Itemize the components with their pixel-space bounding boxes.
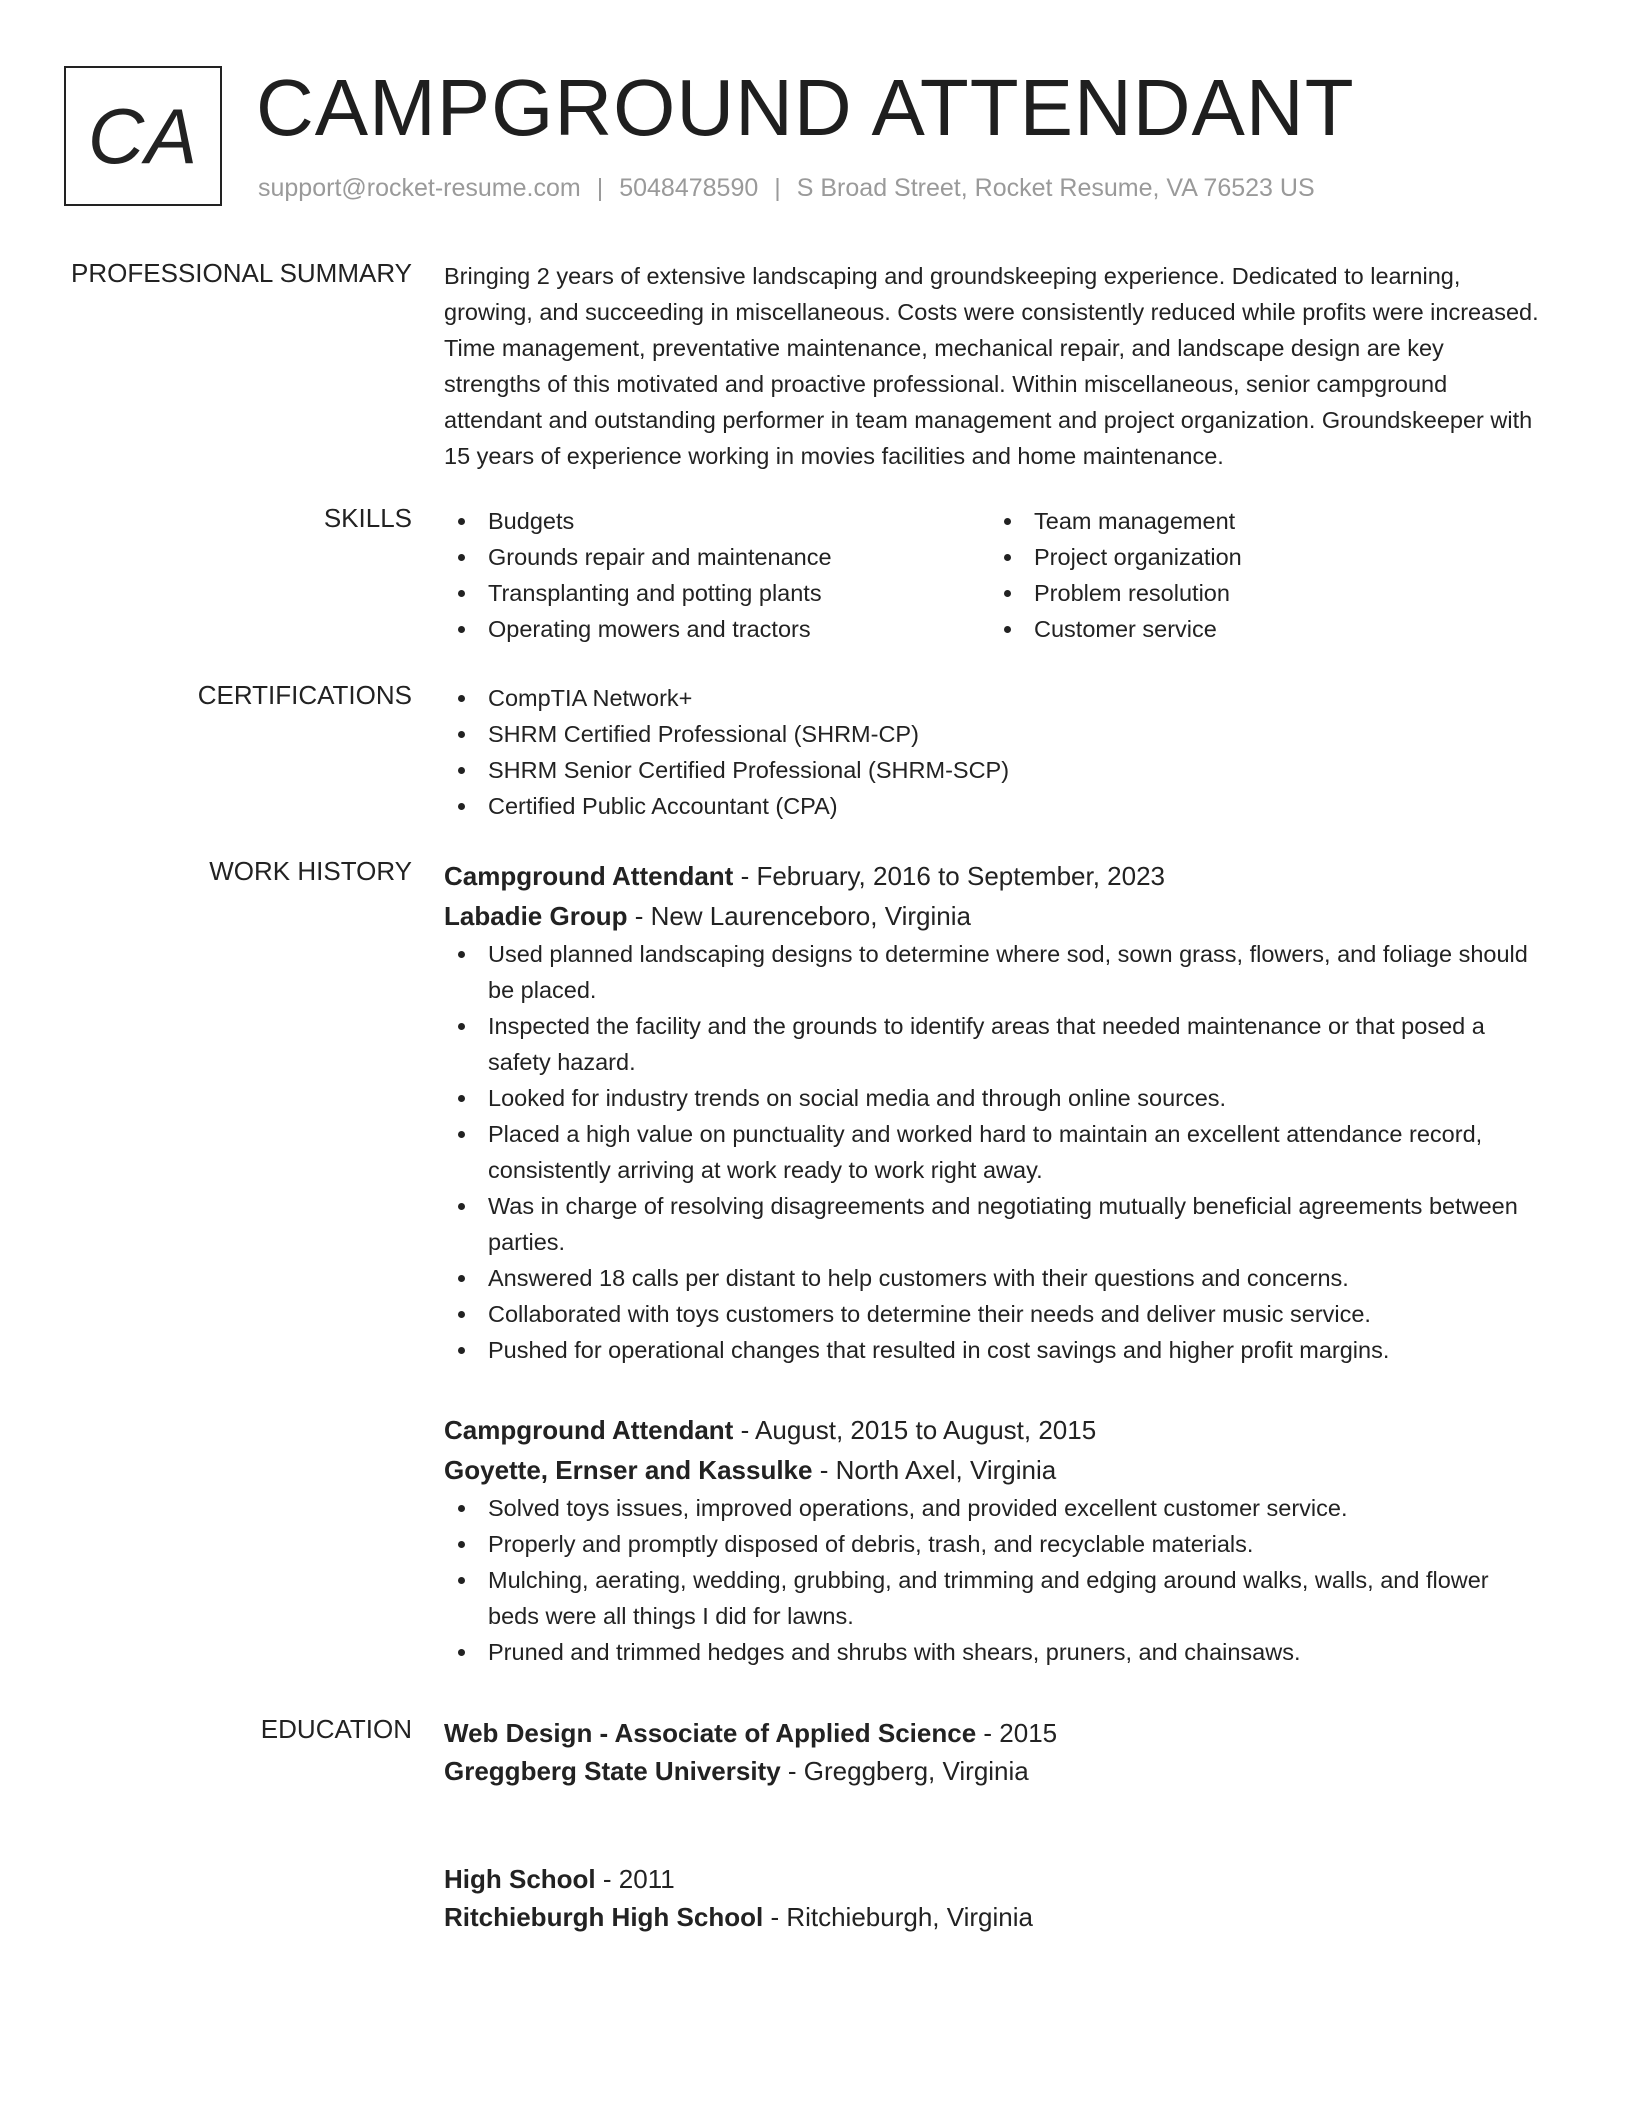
job-bullet: Used planned landscaping designs to determine where sod, sown grass, flowers, and foliage should be placed.	[444, 936, 1544, 1008]
contact-email[interactable]: support@rocket-resume.com	[258, 174, 581, 202]
certification-item: CompTIA Network+	[444, 680, 1544, 716]
job-bullet: Looked for industry trends on social media and through online sources.	[444, 1080, 1544, 1116]
contact-separator: |	[774, 174, 781, 202]
education-school: Greggberg State University	[444, 1756, 781, 1786]
job-bullet: Collaborated with toys customers to determine their needs and deliver music service.	[444, 1296, 1544, 1332]
job-title: Campground Attendant	[444, 1415, 734, 1445]
certification-item: SHRM Certified Professional (SHRM-CP)	[444, 716, 1544, 752]
job-dates: - February, 2016 to September, 2023	[733, 861, 1166, 891]
skills-list-right	[990, 503, 1536, 647]
job-entry	[444, 856, 1544, 1368]
job-bullet: Inspected the facility and the grounds to identify areas that needed maintenance or that posed a safety hazard.	[444, 1008, 1544, 1080]
education-year: - 2015	[976, 1718, 1058, 1748]
section-heading-certifications: CERTIFICATIONS	[197, 680, 412, 710]
job-bullets	[444, 936, 1544, 1368]
certification-item: Certified Public Accountant (CPA)	[444, 788, 1544, 824]
job-title: Campground Attendant	[444, 861, 734, 891]
job-bullet: Placed a high value on punctuality and worked hard to maintain an excellent attendance record, consistently arriving at work ready to work right away.	[444, 1116, 1544, 1188]
certifications-list	[444, 680, 1544, 824]
education-school: Ritchieburgh High School	[444, 1902, 764, 1932]
job-bullet: Was in charge of resolving disagreements and negotiating mutually beneficial agreements between parties.	[444, 1188, 1544, 1260]
education-year: - 2011	[595, 1864, 675, 1894]
job-bullet: Pruned and trimmed hedges and shrubs with shears, pruners, and chainsaws.	[444, 1634, 1544, 1670]
education-location: - Greggberg, Virginia	[780, 1756, 1029, 1786]
summary-text: Bringing 2 years of extensive landscaping and groundskeeping experience. Dedicated to learning, growing, and succeeding in miscellaneous. Costs were consistently reduced while profits were increased. Time management, preventative maintenance, mechanical repair, and landscape design are key strengths of this motivated and proactive professional. Within miscellaneous, senior campground attendant and outstanding performer in team management and project organization. Groundskeeper with 15 years of experience working in movies facilities and home maintenance.	[444, 263, 1539, 469]
job-company: Labadie Group	[444, 901, 628, 931]
monogram-badge: CA	[64, 66, 222, 206]
skill-item: Customer service	[990, 611, 1536, 647]
education-entry	[444, 1714, 1544, 1790]
skill-item: Project organization	[990, 539, 1536, 575]
skill-item: Budgets	[444, 503, 990, 539]
education-degree-line	[444, 1860, 1033, 1898]
education-school-line	[444, 1898, 1033, 1936]
skills-list-left	[444, 503, 990, 647]
job-company: Goyette, Ernser and Kassulke	[444, 1455, 813, 1485]
skill-item: Grounds repair and maintenance	[444, 539, 990, 575]
skill-item: Problem resolution	[990, 575, 1536, 611]
job-bullet: Answered 18 calls per distant to help customers with their questions and concerns.	[444, 1260, 1544, 1296]
education-degree-line	[444, 1714, 1544, 1752]
job-bullet: Solved toys issues, improved operations, and provided excellent customer service.	[444, 1490, 1544, 1526]
job-location: - North Axel, Virginia	[812, 1455, 1057, 1485]
job-entry	[444, 1410, 1544, 1670]
education-school-line	[444, 1752, 1544, 1790]
contact-address: S Broad Street, Rocket Resume, VA 76523 US	[796, 174, 1315, 202]
job-location: - New Laurenceboro, Virginia	[627, 901, 971, 931]
job-bullets	[444, 1490, 1544, 1670]
job-bullet: Mulching, aerating, wedding, grubbing, and trimming and edging around walks, walls, and flower beds were all things I did for lawns.	[444, 1562, 1544, 1634]
job-bullet: Pushed for operational changes that resulted in cost savings and higher profit margins.	[444, 1332, 1544, 1368]
education-entry	[444, 1860, 1033, 1936]
contact-line	[258, 174, 1315, 203]
skill-item: Operating mowers and tractors	[444, 611, 990, 647]
contact-separator: |	[596, 174, 604, 202]
education-degree: High School	[444, 1864, 596, 1894]
resume-header	[64, 63, 1572, 210]
education-location: - Ritchieburgh, Virginia	[763, 1902, 1033, 1932]
education-degree: Web Design - Associate of Applied Science	[444, 1718, 977, 1748]
job-company-line	[444, 1450, 1544, 1490]
section-heading-education: EDUCATION	[260, 1714, 412, 1744]
skill-item: Transplanting and potting plants	[444, 575, 990, 611]
job-bullet: Properly and promptly disposed of debris, trash, and recyclable materials.	[444, 1526, 1544, 1562]
certification-item: SHRM Senior Certified Professional (SHRM-SCP)	[444, 752, 1544, 788]
page-title: CAMPGROUND ATTENDANT	[256, 63, 1355, 152]
job-title-line	[444, 1410, 1544, 1450]
skill-item: Team management	[990, 503, 1536, 539]
section-heading-work-history: WORK HISTORY	[209, 856, 412, 886]
job-company-line	[444, 896, 1544, 936]
contact-phone[interactable]: 5048478590	[619, 174, 759, 202]
job-title-line	[444, 856, 1544, 896]
job-dates: - August, 2015 to August, 2015	[733, 1415, 1097, 1445]
section-heading-summary: PROFESSIONAL SUMMARY	[71, 258, 412, 288]
section-heading-skills: SKILLS	[323, 503, 412, 533]
